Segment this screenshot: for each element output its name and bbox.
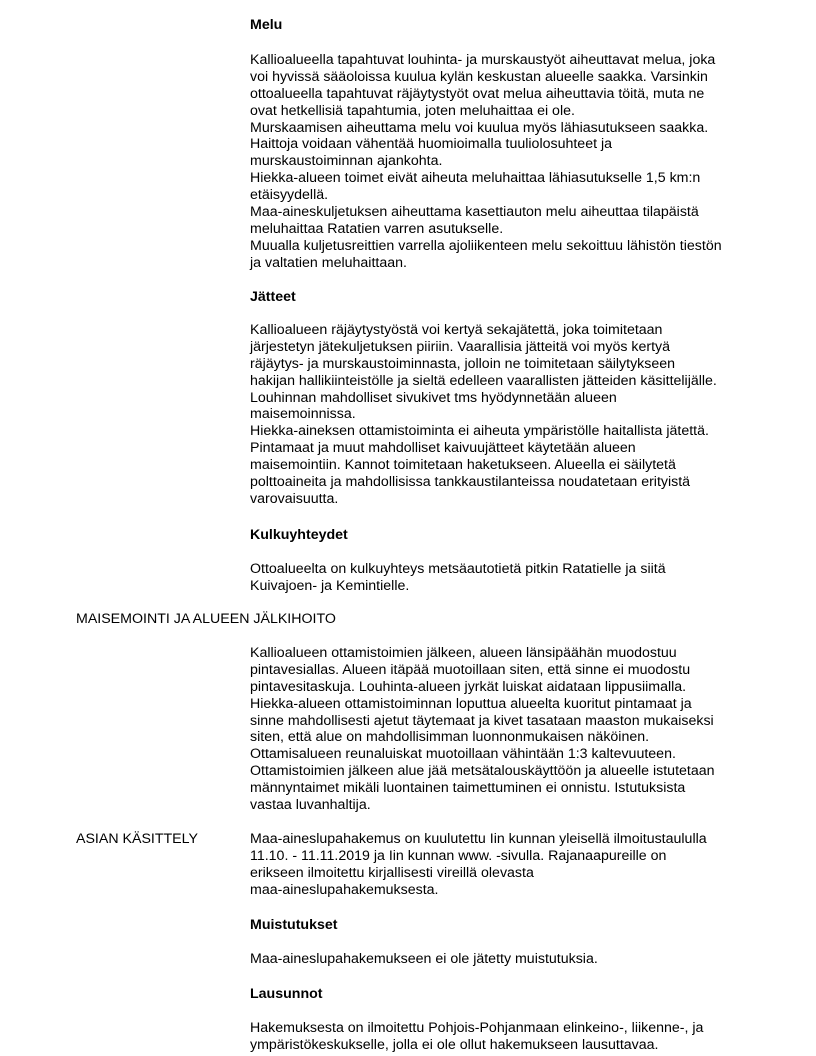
text-line: Maa-aineslupahakemus on kuulutettu Iin kunnan yleisellä ilmoitustaululla bbox=[250, 831, 707, 847]
text-line: voi hyvissä sääoloissa kuulua kylän keskustan alueelle saakka. Varsinkin bbox=[250, 68, 708, 85]
text-line: ympäristökeskukselle, jolla ei ole ollut hakemukseen lausuttavaa. bbox=[250, 1036, 659, 1053]
text-line: Kuivajoen- ja Kemintielle. bbox=[250, 577, 410, 594]
text-line: Kallioalueen räjäytystyöstä voi kertyä sekajätettä, joka toimitetaan bbox=[250, 322, 663, 338]
text-line: Hiekka-alueen ottamistoiminnan loputtua alueelta kuoritut pintamaat ja bbox=[250, 695, 692, 712]
text-line: Louhinnan mahdolliset sivukivet tms hyödynnetään alueen bbox=[250, 389, 617, 406]
text-line: Ottamistoimien jälkeen alue jää metsätalouskäyttöön ja alueelle istutetaan bbox=[250, 763, 715, 780]
text-line: sinne mahdollisesti ajetut täytemaat ja kivet tasataan maaston mukaiseksi bbox=[250, 712, 714, 729]
text-line: Muualla kuljetusreittien varrella ajoliikenteen melu sekoittuu lähistön tiestön bbox=[250, 237, 722, 254]
text-line: murskaustoiminnan ajankohta. bbox=[250, 153, 443, 170]
text-line: Maa-aineskuljetuksen aiheuttama kasettiauton melu aiheuttaa tilapäistä bbox=[250, 204, 699, 221]
text-line: Maa-aineslupahakemukseen ei ole jätetty muistutuksia. bbox=[250, 951, 598, 967]
text-line: siten, että alue on mahdollisimman luonnonmukaisen näköinen. bbox=[250, 729, 650, 746]
text-line: varovaisuutta. bbox=[250, 490, 339, 507]
text-line: vastaa luvanhaltija. bbox=[250, 797, 371, 814]
asian-kasittely-side-heading: ASIAN KÄSITTELY bbox=[76, 831, 198, 847]
kulkuyhteydet-heading: Kulkuyhteydet bbox=[250, 527, 348, 543]
text-line: ottoalueella tapahtuvat räjäytystyöt ovat melua aiheuttavia töitä, muta ne bbox=[250, 85, 705, 102]
text-line: etäisyydellä. bbox=[250, 187, 329, 204]
jatteet-heading: Jätteet bbox=[250, 289, 296, 305]
text-line: Kallioalueella tapahtuvat louhinta- ja murskaustyöt aiheuttavat melua, joka bbox=[250, 52, 716, 68]
text-line: hakijan hallikiinteistölle ja sieltä edelleen vaarallisten jätteiden käsittelijälle. bbox=[250, 372, 717, 389]
maisemointi-side-heading: MAISEMOINTI JA ALUEEN JÄLKIHOITO bbox=[76, 611, 336, 627]
jatteet-paragraph bbox=[250, 322, 750, 508]
text-line: pintavesiallas. Alueen itäpää muotoillaan siten, että sinne ei muodostu bbox=[250, 661, 691, 678]
maisemointi-paragraph bbox=[250, 645, 750, 814]
text-line: Ottamisalueen reunaluiskat muotoillaan vähintään 1:3 kaltevuuteen. bbox=[250, 746, 676, 763]
text-line: maa-aineslupahakemuksesta. bbox=[250, 881, 439, 898]
muistutukset-paragraph bbox=[250, 951, 750, 968]
text-line: männyntaimet mikäli luontainen taimettuminen ei onnistu. Istutuksista bbox=[250, 780, 686, 797]
text-line: polttoaineita ja mahdollisissa tankkaustilanteissa noudatetaan erityistä bbox=[250, 474, 691, 491]
text-line: järjestetyn jätekuljetuksen piiriin. Vaarallisia jätteitä voi myös kertyä bbox=[250, 338, 671, 355]
text-line: 11.10. - 11.11.2019 ja Iin kunnan www. -sivulla. Rajanaapureille on bbox=[250, 847, 667, 864]
melu-heading: Melu bbox=[250, 17, 283, 33]
text-line: Pintamaat ja muut mahdolliset kaivuujätteet käytetään alueen bbox=[250, 440, 636, 457]
text-line: Haittoja voidaan vähentää huomioimalla tuuliolosuhteet ja bbox=[250, 136, 613, 153]
lausunnot-paragraph bbox=[250, 1020, 750, 1054]
muistutukset-heading: Muistutukset bbox=[250, 917, 338, 933]
text-line: Hiekka-alueen toimet eivät aiheuta meluhaittaa lähiasutukselle 1,5 km:n bbox=[250, 170, 701, 187]
text-line: räjäytys- ja murskaustoiminnasta, jolloin ne toimitetaan säilytykseen bbox=[250, 355, 676, 372]
melu-paragraph bbox=[250, 52, 750, 272]
text-line: Ottoalueelta on kulkuyhteys metsäautotietä pitkin Ratatielle ja siitä bbox=[250, 561, 666, 577]
text-line: Murskaamisen aiheuttama melu voi kuulua myös lähiasutukseen saakka. bbox=[250, 119, 709, 136]
text-line: pintavesitaskuja. Louhinta-alueen jyrkät luiskat aidataan lippusiimalla. bbox=[250, 678, 687, 695]
text-line: meluhaittaa Ratatien varren asutukselle. bbox=[250, 220, 504, 237]
text-line: maisemoinnissa. bbox=[250, 406, 356, 423]
text-line: Kallioalueen ottamistoimien jälkeen, alueen länsipäähän muodostuu bbox=[250, 645, 677, 661]
kulkuyhteydet-paragraph bbox=[250, 561, 750, 595]
text-line: maisemointiin. Kannot toimitetaan haketukseen. Alueella ei säilytetä bbox=[250, 457, 676, 474]
lausunnot-heading: Lausunnot bbox=[250, 986, 323, 1002]
text-line: Hiekka-aineksen ottamistoiminta ei aiheuta ympäristölle haitallista jätettä. bbox=[250, 423, 709, 440]
text-line: erikseen ilmoitettu kirjallisesti vireillä olevasta bbox=[250, 864, 534, 881]
text-line: ovat hetkellisiä tapahtumia, joten meluhaittaa ei ole. bbox=[250, 102, 575, 119]
text-line: ja valtatien meluhaittaan. bbox=[250, 254, 407, 271]
text-line: Hakemuksesta on ilmoitettu Pohjois-Pohjanmaan elinkeino-, liikenne-, ja bbox=[250, 1020, 704, 1036]
asian-kasittely-paragraph bbox=[250, 831, 750, 899]
